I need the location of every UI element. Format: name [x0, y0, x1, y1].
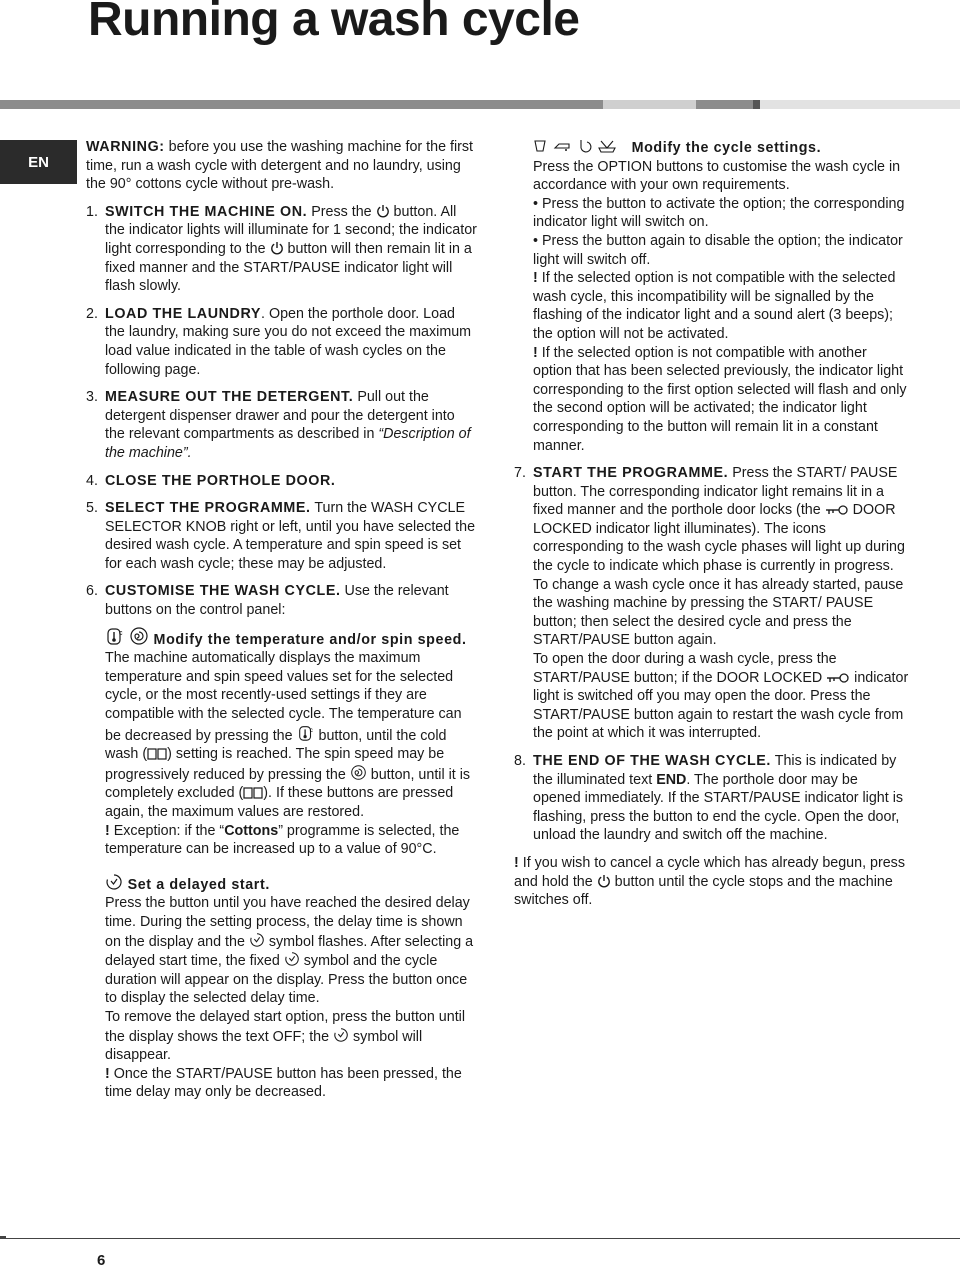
- warning-paragraph: WARNING: before you use the washing machine for the first time, run a wash cycle with detergent and no laundry, using the 90° cottons cycle without pre-wash.: [86, 139, 474, 193]
- option-bullet: • Press the button to activate the option; the corresponding indicator light will switch on.: [533, 195, 905, 231]
- svg-text:c: c: [119, 629, 123, 637]
- option-text: Press the OPTION buttons to customise the wash cycle in accordance with your own requirements.: [533, 158, 901, 194]
- cancel-note: ! If you wish to cancel a cycle which has already begun, press and hold the button until the cycle stops and the machine switches off.: [514, 854, 905, 909]
- delay-text: Press the button until you have reached the desired delay time. During the setting process, the delay time is shown on the display and the symbol flashes. After selecting a delayed start time, the fixed symbol and the cycle duration will appear on the display. Press the button once to display the selected delay time.: [105, 895, 474, 1007]
- left-column: [86, 138, 478, 1102]
- power-icon: [376, 204, 390, 218]
- key-lock-icon: [826, 672, 850, 684]
- option-bullet: • Press the button again to disable the option; the indicator light will switch off.: [533, 232, 903, 268]
- delay-timer-icon: [284, 951, 300, 967]
- footer-rule: [0, 1238, 960, 1239]
- option-icons: [533, 138, 627, 154]
- temperature-icon: [105, 626, 125, 646]
- delay-heading: Set a delayed start.: [105, 873, 478, 895]
- spin-icon: [129, 626, 149, 646]
- power-icon: [597, 874, 611, 888]
- step-3: 3. MEASURE OUT THE DETERGENT. Pull out the detergent dispenser drawer and pour the detergent into the relevant compartments as described in “Description of the machine”.: [86, 389, 471, 461]
- step-7: 7. START THE PROGRAMME. Press the START/ PAUSE button. The corresponding indicator light remains lit in a fixed manner and the porthole door locks (the DOOR LOCKED indicator light illuminates). The icons corresponding to the wash cycle phases will light up during the cycle to indicate which phase is currently in progress. To change a wash cycle once it has already started, pause the washing machine by pressing the START/ PAUSE button; then select the desired cycle and press the START/PAUSE button again. To open the door during a wash cycle, press the START/PAUSE button; if the DOOR LOCKED indicator light is switched off you may open the door. Press the START/PAUSE button again to restart the wash cycle from the point at which it was interrupted.: [514, 465, 909, 742]
- step-2: 2. LOAD THE LAUNDRY. Open the porthole door. Load the laundry, making sure you do not exceed the maximum load value indicated in the table of wash cycles on the following page.: [86, 305, 472, 378]
- step-8: 8. THE END OF THE WASH CYCLE. This is indicated by the illuminated text END. The porthole door may be opened immediately. If the START/PAUSE indicator light is flashing, press the button to end the cycle. Open the door, unload the laundry and switch off the machine.: [514, 753, 904, 844]
- cold-wash-icon: [243, 787, 263, 799]
- language-tab: EN: [0, 140, 77, 184]
- step-5: 5. SELECT THE PROGRAMME. Turn the WASH CYCLE SELECTOR KNOB right or left, until you have selected the desired wash cycle. A temperature and spin speed is set for each wash cycle; these may be adjusted.: [86, 500, 476, 572]
- cottons-exception: ! Exception: if the “Cottons” programme is selected, the temperature can be increased up to a value of 90°C.: [105, 822, 460, 858]
- option-heading: Modify the cycle settings.: [533, 138, 909, 158]
- page-number: 6: [97, 1252, 106, 1269]
- page-title: Running a wash cycle: [88, 0, 580, 46]
- temperature-icon: [297, 724, 315, 742]
- option-warning: ! If the selected option is not compatible with another option that has been selected previously, the indicator light corresponding to the first option selected will flash and only the second option will be activated; the indicator light corresponding to the button will remain lit in a constant manner.: [533, 344, 907, 454]
- delay-remove-text: To remove the delayed start option, press the button until the display shows the text OFF; the symbol will disappear.: [105, 1008, 466, 1064]
- power-icon: [270, 241, 284, 255]
- temperature-spin-heading: c Modify the temperature and/or spin speed.: [105, 626, 478, 650]
- step-4: 4. CLOSE THE PORTHOLE DOOR.: [86, 472, 336, 489]
- step-1: 1. SWITCH THE MACHINE ON. Press the button. All the indicator lights will illuminate for 1 second; the indicator light corresponding to the button will then remain lit in a fixed manner and the START/PAUSE indicator light will flash slowly.: [86, 203, 477, 295]
- right-column: [514, 138, 909, 910]
- delay-timer-icon: [333, 1027, 349, 1043]
- delay-note: ! Once the START/PAUSE button has been pressed, the time delay may only be decreased.: [105, 1065, 462, 1101]
- step-6: 6. CUSTOMISE THE WASH CYCLE. Use the relevant buttons on the control panel: c Modify the temperature and/or spin speed. The machine automatically displays the maximum temperature and spin speed values set for the selected cycle, or the most recently-used settings if they are compatible with the selected cycle. The temperature can be decreased by pressing the c button, until the cold wash ( ) setting is reached. The spin speed may be progressively reduced by pressing the button, until it is completely excluded ( ). If these buttons are pressed again, the maximum values are restored. ! Exception: if the “Cottons” programme is selected, the temperature can be increased up to a value of 90°C. Set a delayed start. Press the button until you have reached the desired delay time. During the setting process, the delay time is shown on the display and the symbol flashes. After selecting a delayed start time, the fixed symbol and the cycle duration will appear on the display. Press the button once to display the selected delay time. To remove the delayed start option, press the button until the display shows the text OFF; the symbol will disappear. ! Once the START/PAUSE button has been pressed, the time delay may only be decreased.: [86, 582, 478, 1101]
- svg-text:c: c: [309, 726, 313, 734]
- spin-icon: [350, 764, 367, 781]
- delay-timer-icon: [105, 873, 123, 891]
- temperature-spin-text: The machine automatically displays the maximum temperature and spin speed values set for the selected cycle, or the most recently-used settings if they are compatible with the selected cycle. The temperature can be decreased by pressing the c button, until the cold wash ( ) setting is reached. The spin speed may be progressively reduced by pressing the button, until it is completely excluded ( ). If these buttons are pressed again, the maximum values are restored.: [105, 650, 471, 820]
- delay-timer-icon: [249, 932, 265, 948]
- key-lock-icon: [825, 504, 849, 516]
- option-warning: ! If the selected option is not compatible with the selected wash cycle, this incompatibility will be signalled by the flashing of the indicator light and a sound alert (3 beeps); the option will not be activated.: [533, 270, 896, 342]
- cold-wash-icon: [147, 748, 167, 760]
